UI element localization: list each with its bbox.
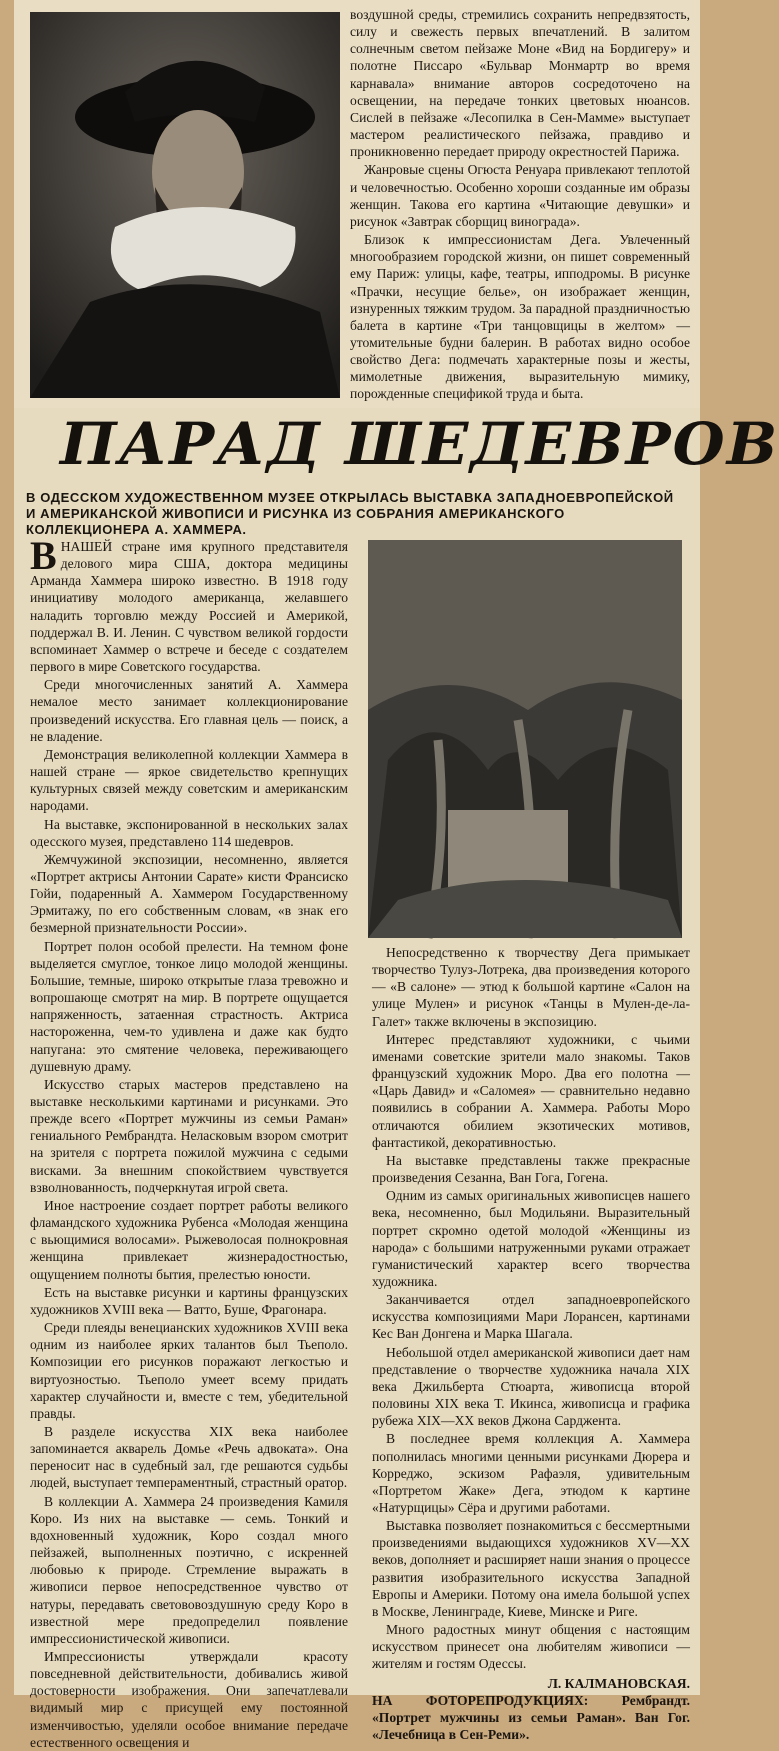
drop-cap: В bbox=[30, 533, 57, 578]
paragraph: Есть на выставке рисунки и картины французских художников XVIII века — Ватто, Буше, Фрагонара. bbox=[30, 1284, 348, 1317]
paragraph: На выставке, экспонированной в нескольких залах одесского музея, представлено 114 шедевров. bbox=[30, 816, 348, 849]
paragraph: Много радостных минут общения с настоящим искусством принесет она любителям живописи — жителям и гостям Одессы. bbox=[372, 1622, 690, 1672]
paragraph: воздушной среды, стремились сохранить непредвзятость, силу и свежесть первых впечатлений. В залитом солнечным светом пейзаже Моне «Вид на Бордигеру» и полотне Писсаро «Бульвар Монмартр во время карнавала» внимание авторов сосредоточено на освещении, на передаче тонких цветовых нюансов. Сислей в пейзаже «Лесопилка в Сен-Мамме» выступает мастером реалистического пейзажа, правдиво и проникновенно передает природу окрестностей Парижа. bbox=[350, 7, 690, 160]
headline: ПАРАД ШЕДЕВРОВ bbox=[60, 410, 779, 478]
paragraph: Импрессионисты утверждали красоту повседневной действительности, добивались живой достоверности изображения. Они запечатлевали видимый мир с присущей ему постоянной изменчивостью, уделяли особое внимание передаче естественного освещения и bbox=[30, 1649, 348, 1750]
paragraph: Заканчивается отдел западноевропейского искусства композициями Мари Лорансен, картинами Кес Ван Донгена и Марка Шагала. bbox=[372, 1292, 690, 1342]
left-column bbox=[30, 533, 348, 1750]
paragraph: Иное настроение создает портрет работы великого фламандского художника Рубенса «Молодая женщина с вьющимися волосами». Рыжеволосая полнокровная женщина привлекает жизнерадостностью, ощущением полноты бытия, прелестью юности. bbox=[30, 1197, 348, 1282]
paragraph: Портрет полон особой прелести. На темном фоне выделяется смуглое, тонкое лицо молодой женщины. Большие, темные, широко открытые глаза тревожно и вопрошающе смотрят на мир. В портрете ощущается напряженность, затаенная страстность. Актриса настороженна, чем-то удивлена и даже как будто напугана: это смятение человека, переживающего душевную драму. bbox=[30, 938, 348, 1074]
intro-paragraph bbox=[30, 533, 348, 675]
paragraph: Среди плеяды венецианских художников XVIII века одним из наиболее ярких талантов был Тьеполо. Композиции его рисунков поражают легкостью и виртуозностью. Тьеполо умеет всему придать характер случайности и, вместе с тем, убедительной правды. bbox=[30, 1320, 348, 1421]
paragraph: Близок к импрессионистам Дега. Увлеченный многообразием городской жизни, он пишет современный ему Париж: улицы, кафе, театры, ипподромы. В рисунке «Прачки, несущие белье», он изображает женщин, изнуренных тяжким трудом. За парадной праздничностью балета в картине «Три танцовщицы в желтом» — утомительные будни балерин. В работах видно особое свойство Дега: подмечать характерные позы и жесты, мимолетные движения, выразительную мимику, порожденные спецификой труда и быта. bbox=[350, 232, 690, 402]
paragraph: На выставке представлены также прекрасные произведения Сезанна, Ван Гога, Гогена. bbox=[372, 1152, 690, 1186]
lead-paragraph: В ОДЕССКОМ ХУДОЖЕСТВЕННОМ МУЗЕЕ ОТКРЫЛАСЬ ВЫСТАВКА ЗАПАДНОЕВРОПЕЙСКОЙ И АМЕРИКАНСКОЙ ЖИВОПИСИ И РИСУНКА ИЗ СОБРАНИЯ АМЕРИКАНСКОГО КОЛЛЕКЦИОНЕРА А. ХАММЕРА. bbox=[26, 490, 674, 537]
intro-text: НАШЕЙ стране имя крупного представителя делового мира США, доктора медицины Арманда Хаммера широко известно. В 1918 году инициативу молодого американца, желавшего наладить торговлю между Россией и Америкой, поддержал В. И. Ленин. С чувством великой гордости вспоминает Хаммер о встрече и беседе с создателем первого в мире Советского государства. bbox=[30, 539, 348, 675]
paragraph: Небольшой отдел американской живописи дает нам представление о творчестве художника начала XIX века Джильберта Стюарта, живописца второй половины XIX века Т. Икинса, живописца и графика рубежа XIX—XX веков Джона Сарджента. bbox=[372, 1344, 690, 1429]
paragraph: Демонстрация великолепной коллекции Хаммера в нашей стране — яркое свидетельство крепнущих культурных связей между советским и американским народами. bbox=[30, 746, 348, 814]
paragraph: В последнее время коллекция А. Хаммера пополнилась многими ценными рисунками Дюрера и Корреджо, эскизом Рафаэля, удивительным «Портретом Жаке» Дега, этюдом к картине «Натурщицы» Сёра и другими работами. bbox=[372, 1431, 690, 1515]
paragraph: Интерес представляют художники, с чьими именами советские зрители мало знакомы. Таков французский художник Моро. Два его полотна — «Царь Давид» и «Саломея» — сравнительно недавно появились в собрании А. Хаммера. Работы Моро отличаются обилием экзотических мотивов, фантастикой, декоративностью. bbox=[372, 1031, 690, 1150]
paragraph: В коллекции А. Хаммера 24 произведения Камиля Коро. Из них на выставке — семь. Тонкий и вдохновенный художник, Коро создал много пейзажей, выполненных поэтично, с искренней любовью к природе. Стремление выражать в живописи первое непосредственное чувство от натуры, передавать светововоздушную среду Коро в известной мере предопределил появление импрессионистической живописи. bbox=[30, 1493, 348, 1646]
rembrandt-portrait-photo bbox=[30, 12, 340, 398]
top-right-column bbox=[350, 6, 690, 404]
paragraph: Выставка позволяет познакомиться с бессмертными произведениями выдающихся художников XV—XX веков, дополняет и расширяет наши знания о процессе развития изобразительного искусства Западной Европы и Америки. Потому она имела большой успех в Москве, Ленинграде, Киеве, Минске и Риге. bbox=[372, 1518, 690, 1619]
photo-credits: НА ФОТОРЕПРОДУКЦИЯХ: Рембрандт. «Портрет мужчины из семьи Раман». Ван Гог. «Лечебница в Сен-Реми». bbox=[372, 1692, 690, 1743]
paragraph: Непосредственно к творчеству Дега примыкает творчество Тулуз-Лотрека, два произведения которого — «В салоне» — этюд к большой картине «Салон на улице Мулен» и рисунок «Танцы в Мулен-де-ла-Галет» также включены в экспозицию. bbox=[372, 945, 690, 1029]
paragraph: В разделе искусства XIX века наиболее запоминается акварель Домье «Речь адвоката». Она переносит нас в судебный зал, где решаются судьбы людей, выступает темпераментный, страстный оратор. bbox=[30, 1423, 348, 1491]
paragraph: Среди многочисленных занятий А. Хаммера немалое место занимает коллекционирование произведений искусства. Его главная цель — поиск, а не владение. bbox=[30, 677, 348, 744]
paragraph: Жемчужиной экспозиции, несомненно, является «Портрет актрисы Антонии Сарате» кисти Франсиско Гойи, подаренный А. Хаммером Государственному Эрмитажу, по его собственным словам, «в знак его безмерной признательности России». bbox=[30, 851, 348, 936]
paragraph: Жанровые сцены Огюста Ренуара привлекают теплотой и человечностью. Особенно хороши созданные им образы женщин. Такова его картина «Читающие девушки» и рисунок «Завтрак сборщиц винограда». bbox=[350, 162, 690, 229]
author-signature: Л. КАЛМАНОВСКАЯ. bbox=[547, 1675, 690, 1691]
paragraph: Искусство старых мастеров представлено на выставке несколькими картинами и рисунками. Это прежде всего «Портрет мужчины из семьи Раман» гениального Рембрандта. Неласковым взором смотрит на зрителя с портрета пожилой мужчина с седыми висками. За внешним спокойствием чувствуется взволнованность, подчеркнутая игрой света. bbox=[30, 1076, 348, 1195]
right-column bbox=[372, 944, 690, 1743]
van-gogh-painting-photo bbox=[368, 540, 682, 938]
paragraph: Одним из самых оригинальных живописцев нашего века, несомненно, был Модильяни. Выразительный портрет скромно одетой молодой «Женщины из народа» с большими натруженными руками отражает гуманистический характер всего творчества художника. bbox=[372, 1188, 690, 1289]
